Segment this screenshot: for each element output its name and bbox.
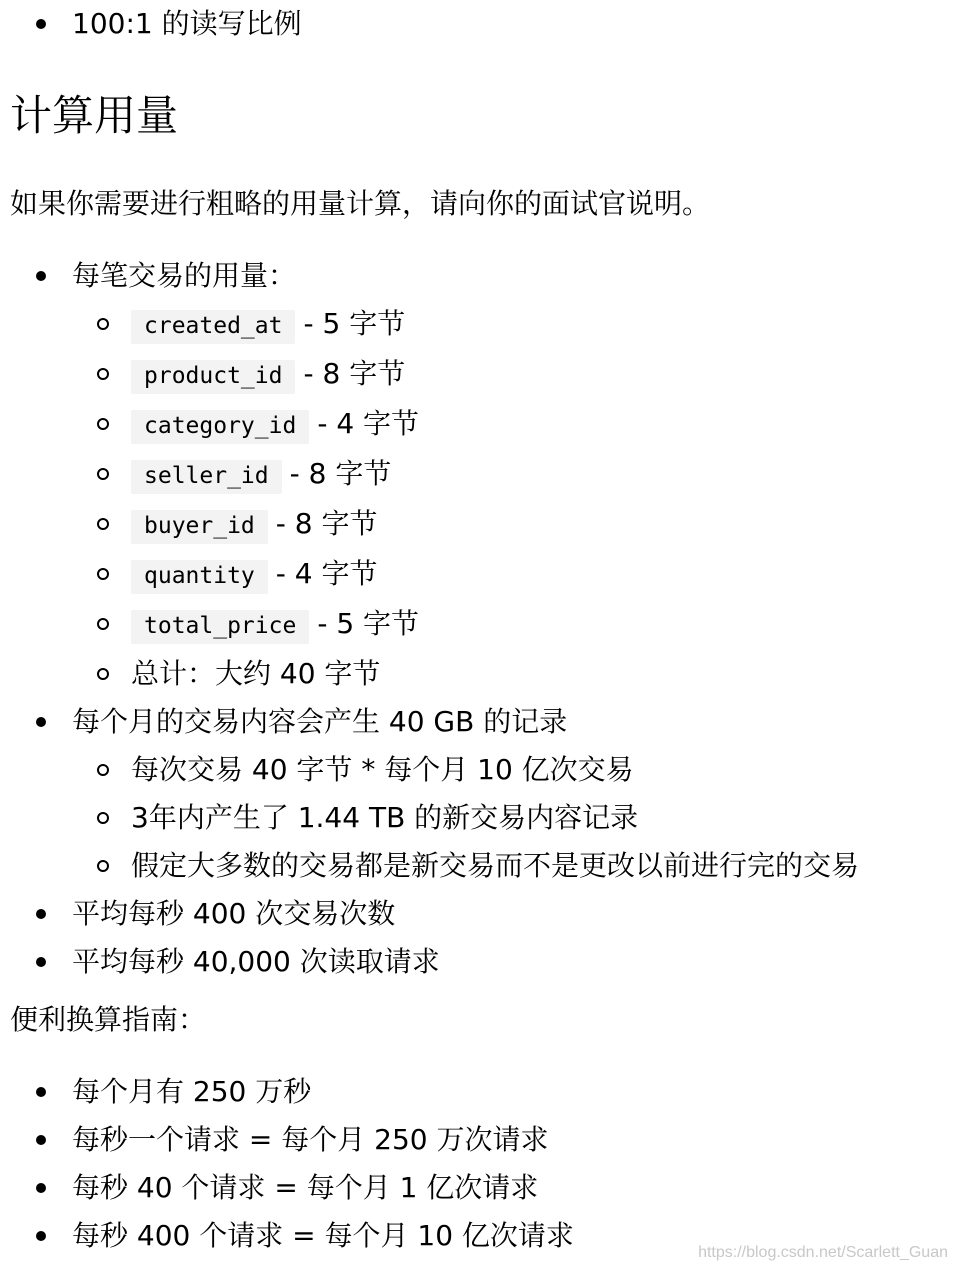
monthly-detail-list xyxy=(0,746,859,890)
conversion-guide-list xyxy=(0,1068,574,1260)
list-item: 每个月有 250 万秒 xyxy=(0,1068,574,1116)
field-code: seller_id xyxy=(131,460,282,494)
field-code: total_price xyxy=(131,610,309,644)
field-size: - 5 字节 xyxy=(317,607,420,640)
field-code: quantity xyxy=(131,560,268,594)
list-item: 每秒 40 个请求 = 每个月 1 亿次请求 xyxy=(0,1164,574,1212)
field-size: - 5 字节 xyxy=(303,307,406,340)
list-item: 每秒 400 个请求 = 每个月 10 亿次请求 xyxy=(0,1212,574,1260)
field-code: product_id xyxy=(131,360,295,394)
intro-paragraph: 如果你需要进行粗略的用量计算，请向你的面试官说明。 xyxy=(10,187,711,220)
field-size-list xyxy=(0,300,859,698)
list-item: 3年内产生了 1.44 TB 的新交易内容记录 xyxy=(0,794,859,842)
field-size: - 4 字节 xyxy=(275,557,378,590)
field-item xyxy=(0,400,859,450)
field-size: - 8 字节 xyxy=(289,457,392,490)
list-item: 100:1 的读写比例 xyxy=(0,0,302,48)
per-transaction-label: 每笔交易的用量： xyxy=(72,259,297,292)
list-item: 每次交易 40 字节 * 每个月 10 亿次交易 xyxy=(0,746,859,794)
field-item xyxy=(0,500,859,550)
field-item xyxy=(0,350,859,400)
field-size: - 8 字节 xyxy=(275,507,378,540)
read-write-ratio-list xyxy=(0,0,302,48)
field-size: - 4 字节 xyxy=(317,407,420,440)
list-item: 假定大多数的交易都是新交易而不是更改以前进行完的交易 xyxy=(0,842,859,890)
field-code: buyer_id xyxy=(131,510,268,544)
field-item xyxy=(0,550,859,600)
write-rate-item: 平均每秒 400 次交易次数 xyxy=(0,890,859,938)
field-code: created_at xyxy=(131,310,295,344)
field-size: - 8 字节 xyxy=(303,357,406,390)
field-item xyxy=(0,300,859,350)
total-item: 总计：大约 40 字节 xyxy=(0,650,859,698)
field-item xyxy=(0,450,859,500)
watermark-text: https://blog.csdn.net/Scarlett_Guan xyxy=(698,1244,948,1261)
monthly-volume-item xyxy=(0,698,859,890)
guide-title: 便利换算指南： xyxy=(10,1003,207,1036)
per-transaction-item xyxy=(0,252,859,698)
monthly-volume-label: 每个月的交易内容会产生 40 GB 的记录 xyxy=(72,705,568,738)
list-item: 每秒一个请求 = 每个月 250 万次请求 xyxy=(0,1116,574,1164)
field-item xyxy=(0,600,859,650)
usage-list xyxy=(0,252,859,986)
read-rate-item: 平均每秒 40,000 次读取请求 xyxy=(0,938,859,986)
section-heading: 计算用量 xyxy=(10,91,179,140)
field-code: category_id xyxy=(131,410,309,444)
